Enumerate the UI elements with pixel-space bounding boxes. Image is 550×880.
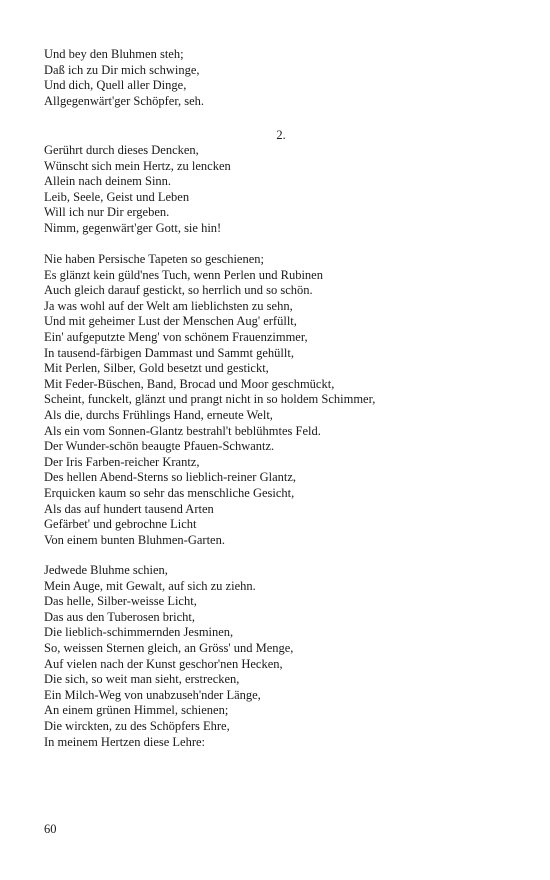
- page-number: 60: [44, 822, 57, 836]
- verse-line: Scheint, funckelt, glänzt und prangt nicht in so holdem Schimmer,: [44, 392, 376, 407]
- verse-line: Mein Auge, mit Gewalt, auf sich zu ziehn.: [44, 578, 256, 593]
- verse-line: Daß ich zu Dir mich schwinge,: [44, 62, 200, 77]
- verse-line: Das aus den Tuberosen bricht,: [44, 609, 196, 624]
- verse-line: An einem grünen Himmel, schienen;: [44, 703, 229, 718]
- verse-line: Von einem bunten Bluhmen-Garten.: [44, 532, 225, 547]
- stanza-number: 2.: [276, 128, 286, 142]
- verse-line: Und dich, Quell aller Dinge,: [44, 78, 187, 93]
- verse-line: Allgegenwärt'ger Schöpfer, seh.: [44, 93, 205, 108]
- verse-line: Gefärbet' und gebrochne Licht: [44, 517, 197, 532]
- verse-line: Leib, Seele, Geist und Leben: [44, 189, 190, 204]
- verse-line: Will ich nur Dir ergeben.: [44, 205, 170, 220]
- verse-line: In tausend-färbigen Dammast und Sammt gehüllt,: [44, 345, 294, 360]
- verse-line: Das helle, Silber-weisse Licht,: [44, 594, 197, 609]
- verse-line: Mit Perlen, Silber, Gold besetzt und gestickt,: [44, 361, 269, 376]
- verse-line: Ja was wohl auf der Welt am lieblichsten zu sehn,: [44, 298, 293, 313]
- verse-line: Allein nach deinem Sinn.: [44, 174, 172, 189]
- verse-line: Gerührt durch dieses Dencken,: [44, 143, 199, 157]
- verse-line: Erquicken kaum so sehr das menschliche Gesicht,: [44, 485, 295, 500]
- verse-line: In meinem Hertzen diese Lehre:: [44, 734, 206, 749]
- verse-line: Die sich, so weit man sieht, erstrecken,: [44, 672, 240, 687]
- passage-two: [44, 563, 514, 750]
- verse-line: Es glänzt kein güld'nes Tuch, wenn Perlen und Rubinen: [44, 267, 323, 282]
- verse-line: Die wirckten, zu des Schöpfers Ehre,: [44, 718, 230, 733]
- verse-line: Wünscht sich mein Hertz, zu lencken: [44, 158, 231, 173]
- verse-line: Ein' aufgeputzte Meng' von schönem Frauenzimmer,: [44, 329, 308, 344]
- verse-line: Nimm, gegenwärt'ger Gott, sie hin!: [44, 220, 222, 235]
- verse-line: Der Wunder-schön beaugte Pfauen-Schwantz.: [44, 439, 275, 454]
- verse-line: Als das auf hundert tausend Arten: [44, 501, 214, 516]
- verse-line: Der Iris Farben-reicher Krantz,: [44, 454, 200, 469]
- verse-line: Ein Milch-Weg von unabzuseh'nder Länge,: [44, 687, 261, 702]
- poem-fragment: [44, 47, 514, 109]
- verse-line: Und bey den Bluhmen steh;: [44, 47, 184, 61]
- verse-line: So, weissen Sternen gleich, an Gröss' und Menge,: [44, 640, 294, 655]
- verse-line: Nie haben Persische Tapeten so geschienen;: [44, 252, 265, 266]
- verse-line: Die lieblich-schimmernden Jesminen,: [44, 625, 234, 640]
- verse-line: Als die, durchs Frühlings Hand, erneute Welt,: [44, 407, 273, 422]
- verse-line: Mit Feder-Büschen, Band, Brocad und Moor geschmückt,: [44, 376, 335, 391]
- verse-line: Jedwede Bluhme schien,: [44, 563, 168, 577]
- verse-line: Des hellen Abend-Sterns so lieblich-reiner Glantz,: [44, 470, 297, 485]
- passage-one: [44, 252, 514, 548]
- verse-line: Auf vielen nach der Kunst geschor'nen Hecken,: [44, 656, 283, 671]
- verse-line: Und mit geheimer Lust der Menschen Aug' erfüllt,: [44, 314, 297, 329]
- stanza-two: [44, 143, 514, 237]
- verse-line: Als ein vom Sonnen-Glantz bestrahl't beblühmtes Feld.: [44, 423, 321, 438]
- verse-line: Auch gleich darauf gestickt, so herrlich und so schön.: [44, 283, 313, 298]
